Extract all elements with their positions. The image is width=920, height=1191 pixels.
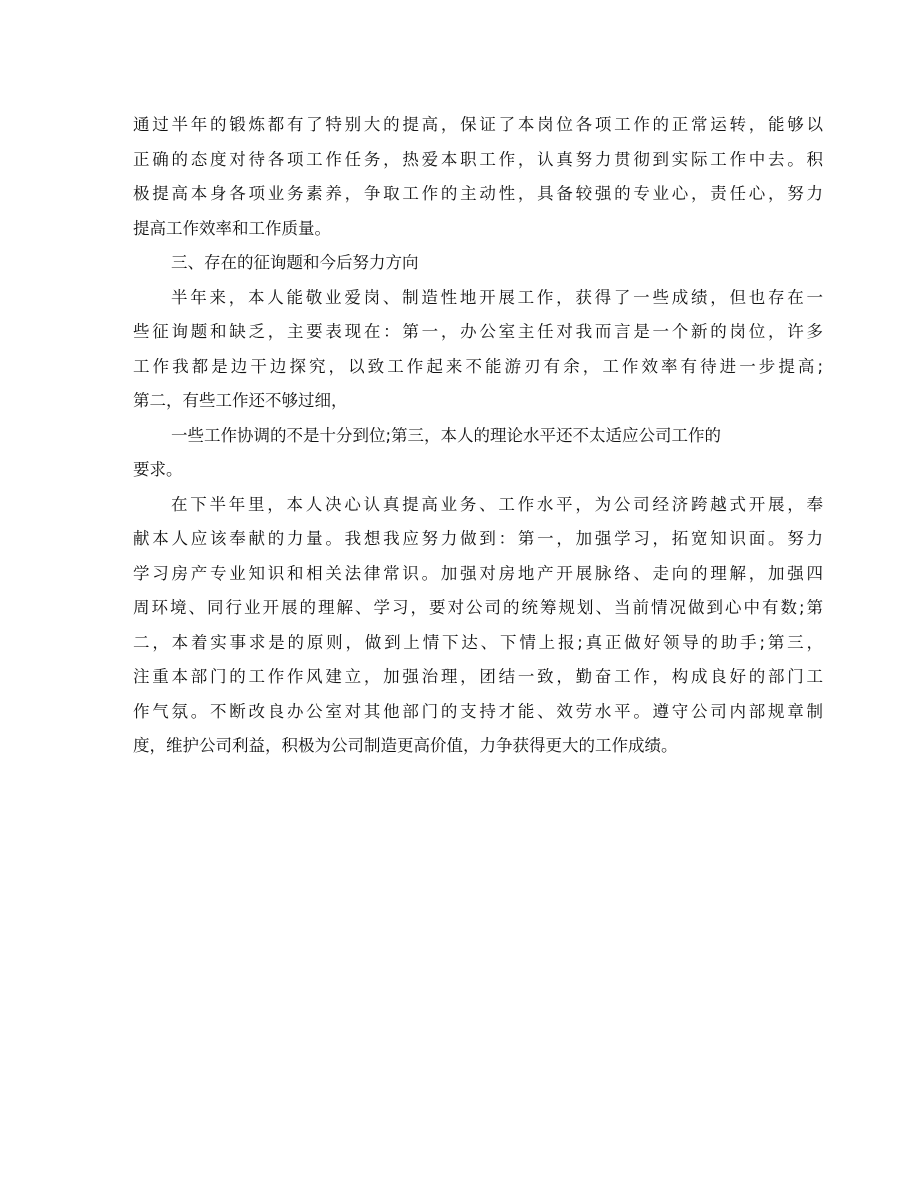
document-text-line: 极提高本身各项业务素养，争取工作的主动性，具备较强的专业心，责任心，努力 xyxy=(133,184,823,203)
document-text-line: 些征询题和缺乏，主要表现在：第一，办公室主任对我而言是一个新的岗位，许多 xyxy=(133,322,823,341)
document-text-line: 三、存在的征询题和今后努力方向 xyxy=(171,253,419,272)
document-text-line: 作气氛。不断改良办公室对其他部门的支持才能、效劳水平。遵守公司内部规章制 xyxy=(133,701,823,721)
document-text-line: 一些工作协调的不是十分到位;第三，本人的理论水平还不太适应公司工作的 xyxy=(171,425,722,445)
document-text-line: 周环境、同行业开展的理解、学习，要对公司的统筹规划、当前情况做到心中有数;第 xyxy=(133,598,823,617)
document-text-line: 工作我都是边干边探究，以致工作起来不能游刃有余，工作效率有待进一步提高; xyxy=(133,356,823,376)
document-text-line: 第二，有些工作还不够过细， xyxy=(133,391,348,410)
document-text-line: 注重本部门的工作作风建立，加强治理，团结一致，勤奋工作，构成良好的部门工 xyxy=(133,667,823,686)
document-text-line: 度，维护公司利益，积极为公司制造更高价值，力争获得更大的工作成绩。 xyxy=(133,736,678,755)
document-text-line: 正确的态度对待各项工作任务，热爱本职工作，认真努力贯彻到实际工作中去。积 xyxy=(133,149,823,169)
document-text-line: 学习房产专业知识和相关法律常识。加强对房地产开展脉络、走向的理解，加强四 xyxy=(133,563,823,583)
document-body xyxy=(133,108,823,764)
document-text-line: 提高工作效率和工作质量。 xyxy=(133,218,331,238)
document-text-line: 要求。 xyxy=(133,460,183,479)
document-text-line: 通过半年的锻炼都有了特别大的提高，保证了本岗位各项工作的正常运转，能够以 xyxy=(133,115,823,134)
document-text-line: 半年来，本人能敬业爱岗、制造性地开展工作，获得了一些成绩，但也存在一 xyxy=(171,287,823,307)
document-text-line: 二，本着实事求是的原则，做到上情下达、下情上报;真正做好领导的助手;第三， xyxy=(133,632,823,652)
document-text-line: 献本人应该奉献的力量。我想我应努力做到：第一，加强学习，拓宽知识面。努力 xyxy=(133,529,823,548)
document-text-line: 在下半年里，本人决心认真提高业务、工作水平，为公司经济跨越式开展，奉 xyxy=(171,494,823,514)
